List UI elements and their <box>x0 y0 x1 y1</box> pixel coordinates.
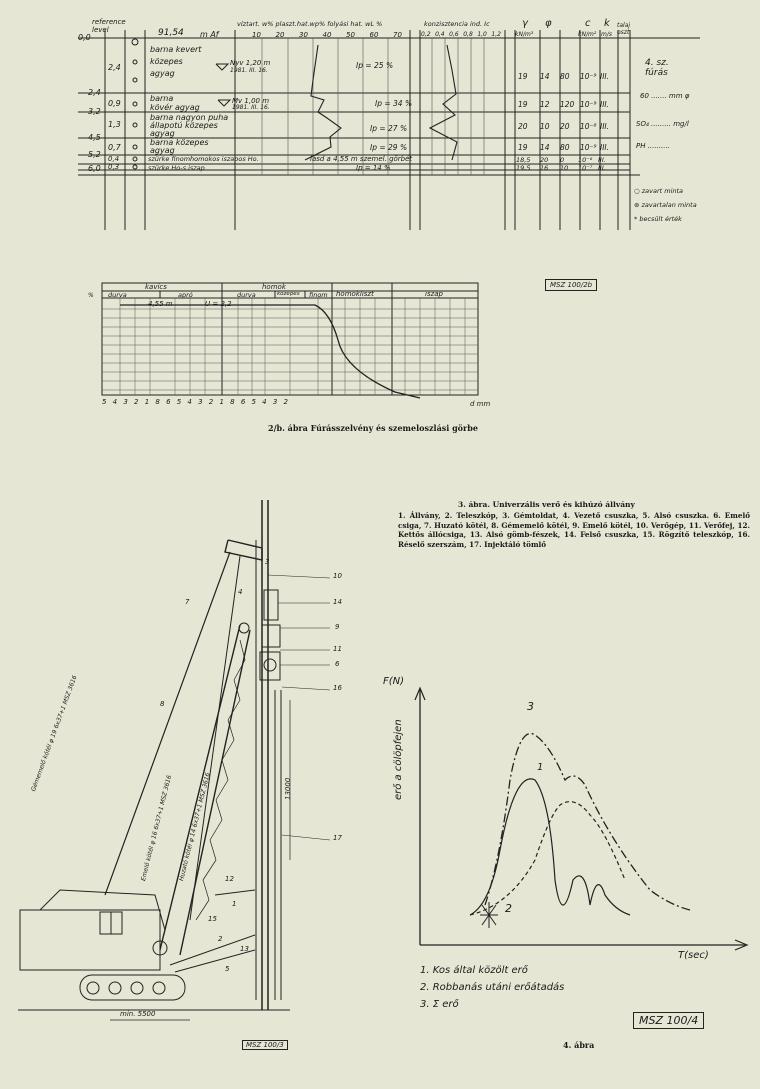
rope-label: Gémemelő kötél φ 19 6x37+1 MSZ 3616 <box>30 674 79 793</box>
layer-description: szürke finomhomokos iszapos Ho. <box>148 155 259 163</box>
layer-description: szürke Ho-s iszap <box>148 164 205 172</box>
grain-group-label: kavics <box>145 283 167 291</box>
consistency-ticks: 0,2 0,4 0,6 0,8 1,0 1,2 <box>421 31 501 38</box>
rig-part-number: 1 <box>232 900 237 908</box>
grain-subgroup-label: apró <box>178 291 193 299</box>
rig-part-number: 7 <box>185 598 190 606</box>
rope-label: Huzató kötél φ 14 6x37+1 MSZ 3616 <box>178 772 212 882</box>
grain-curve-label: 4,55 m <box>148 300 173 308</box>
rope-label: Emelő kötél φ 16 6x37+1 MSZ 3616 <box>140 774 174 882</box>
thickness-label: 0,9 <box>108 99 121 108</box>
standard-stamp: MSZ 100/3 <box>242 1040 288 1050</box>
lab-row: 19 14 80 10⁻⁹ III. <box>518 143 610 152</box>
curve-number: 1 <box>537 762 544 773</box>
grain-x-ticks: 5 4 3 2 1 8 6 5 4 3 2 1 8 6 5 4 3 2 <box>102 398 290 406</box>
rig-part-number: 11 <box>333 645 342 653</box>
rig-part-number: 10 <box>333 572 342 580</box>
rig-part-number: 14 <box>333 598 342 606</box>
k-unit: m/s <box>601 31 612 38</box>
dimension-base: min. 5500 <box>120 1010 156 1018</box>
depth-label: 3,2 <box>88 107 101 116</box>
rig-part-number: 2 <box>218 935 223 943</box>
rig-part-number: 8 <box>160 700 165 708</box>
thickness-label: 0,4 <box>108 155 120 163</box>
grain-group-label: homokliszt <box>336 290 374 298</box>
rig-part-number: 17 <box>333 834 342 842</box>
standard-stamp: MSZ 100/4 <box>633 1012 704 1029</box>
water-content-ticks: 10 20 30 40 50 60 70 <box>252 31 402 39</box>
thickness-label: 1,3 <box>108 120 121 129</box>
force-x-label: T(sec) <box>678 950 709 961</box>
rig-part-number: 13 <box>240 945 249 953</box>
water-note: Mv 1,00 m <box>232 97 270 105</box>
grain-x-unit: d mm <box>470 400 491 408</box>
figure-caption: 2/b. ábra Fúrásszelvény és szemeloszlási görbe <box>268 423 478 433</box>
thickness-label: 2,4 <box>108 63 121 72</box>
thickness-label: 0,7 <box>108 143 121 152</box>
water-note: 1981. III. 16. <box>230 67 268 74</box>
so4-info: SO₄ ......... mg/l <box>636 120 689 128</box>
gamma-header: γ <box>522 18 528 29</box>
lab-row: 18,5 20 0 10⁻⁶ III. <box>516 156 606 164</box>
dimension-height: 13000 <box>284 777 292 800</box>
c-unit: kN/m² <box>578 31 597 38</box>
depth-label: 5,2 <box>88 150 101 159</box>
layer-description: barna közepes agyag <box>150 138 209 155</box>
rig-caption-title: 3. ábra. Univerzális verő és kihúzó állvány <box>458 500 635 509</box>
curve-number: 2 <box>505 902 512 915</box>
lab-row: 19 12 120 10⁻⁹ III. <box>518 100 610 109</box>
level-unit: m Af <box>200 30 219 39</box>
sieve-note: lásd a 4,55 m szemel. görbét <box>310 155 413 163</box>
rig-part-number: 3 <box>265 558 270 566</box>
rig-part-number: 4 <box>238 588 243 596</box>
force-legend: 1. Kos által közölt erő 2. Robbanás utáni erőátadás 3. Σ erő <box>420 965 565 1010</box>
rig-part-number: 9 <box>335 623 340 631</box>
sample-legend: ○ zavart minta ⊛ zavartalan minta * becsült érték <box>634 187 697 223</box>
water-note: Nyv 1,20 m <box>230 59 271 67</box>
rig-part-number: 16 <box>333 684 342 692</box>
water-content-header: víztart. w% plaszt.hat.wp% folyási hat. wL % <box>237 20 383 28</box>
layer-description: barna nagyon puha állapotú közepes agyag <box>150 113 229 138</box>
grain-subgroup-label: finom <box>309 291 328 299</box>
force-y-axis-text: erő a cölöpfejen <box>393 719 404 800</box>
uniformity-label: U = 2,2 <box>205 300 232 308</box>
rig-part-number: 15 <box>208 915 217 923</box>
soil-class-header: talaj oszt. <box>617 22 632 36</box>
lab-row: 20 10 20 10⁻⁸ III. <box>518 122 610 131</box>
depth-label: 4,5 <box>88 133 101 142</box>
rig-caption-text: 1. Állvány, 2. Teleszkóp, 3. Gémtoldat, 4. Vezető csuszka, 5. Alsó csuszka. 6. Emelő csiga, 7. Huzató kötél, 8. Gémemelő kötél, 9. Emelő kötél, 10. Verőgép, 11. Verőfej, 12. Kettős állócsiga, 13. Alsó gömb-fészek, 14. Felső csuszka, 15. Rögzítő teleszkóp, 16. Réselő szerszám, 17. Injektáló tömlő <box>398 511 750 549</box>
figure-caption: 4. ábra <box>563 1040 595 1050</box>
ip-value: Ip = 14 % <box>356 164 391 172</box>
consistency-header: konzisztencia ind. Ic <box>424 20 490 28</box>
phi-header: φ <box>545 18 552 29</box>
diameter-info: 60 ....... mm φ <box>640 92 690 100</box>
level-value: 91,54 <box>158 28 184 38</box>
force-y-label: F(N) <box>383 676 405 687</box>
rig-part-number: 12 <box>225 875 234 883</box>
y-axis-unit: % <box>88 292 94 299</box>
grain-subgroup-label: durva <box>108 291 127 299</box>
water-note: 1981. III. 16. <box>232 104 270 111</box>
depth-label: 2,4 <box>88 88 101 97</box>
grain-group-label: homok <box>262 283 286 291</box>
grain-group-label: iszap <box>425 290 443 298</box>
c-header: c <box>585 18 591 29</box>
curve-number: 3 <box>527 700 534 713</box>
lab-row: 19,5 16 10 10⁻⁷ III. <box>516 164 606 172</box>
layer-description: barna kövér agyag <box>150 94 200 112</box>
ph-info: PH .......... <box>636 142 670 150</box>
depth-label: 6,0 <box>88 164 101 173</box>
depth-label: 0,0 <box>78 33 91 42</box>
rig-part-number: 5 <box>225 965 230 973</box>
thickness-label: 0,3 <box>108 163 120 171</box>
ip-value: Ip = 27 % <box>370 124 408 133</box>
boring-number: 4. sz. fúrás <box>645 58 669 78</box>
gamma-unit: kN/m³ <box>515 31 534 38</box>
lab-row: 19 14 80 10⁻⁹ III. <box>518 72 610 81</box>
ip-value: Ip = 34 % <box>375 99 413 108</box>
layer-description: barna kevert közepes agyag <box>150 45 202 78</box>
reference-level-header: reference level <box>92 18 126 34</box>
grain-subgroup-label: durva <box>237 291 256 299</box>
standard-stamp: MSZ 100/2b <box>545 279 597 291</box>
ip-value: Ip = 25 % <box>356 61 394 70</box>
grain-subgroup-label: közepes <box>277 291 300 297</box>
k-header: k <box>604 18 610 29</box>
rig-part-number: 6 <box>335 660 340 668</box>
ip-value: Ip = 29 % <box>370 143 408 152</box>
